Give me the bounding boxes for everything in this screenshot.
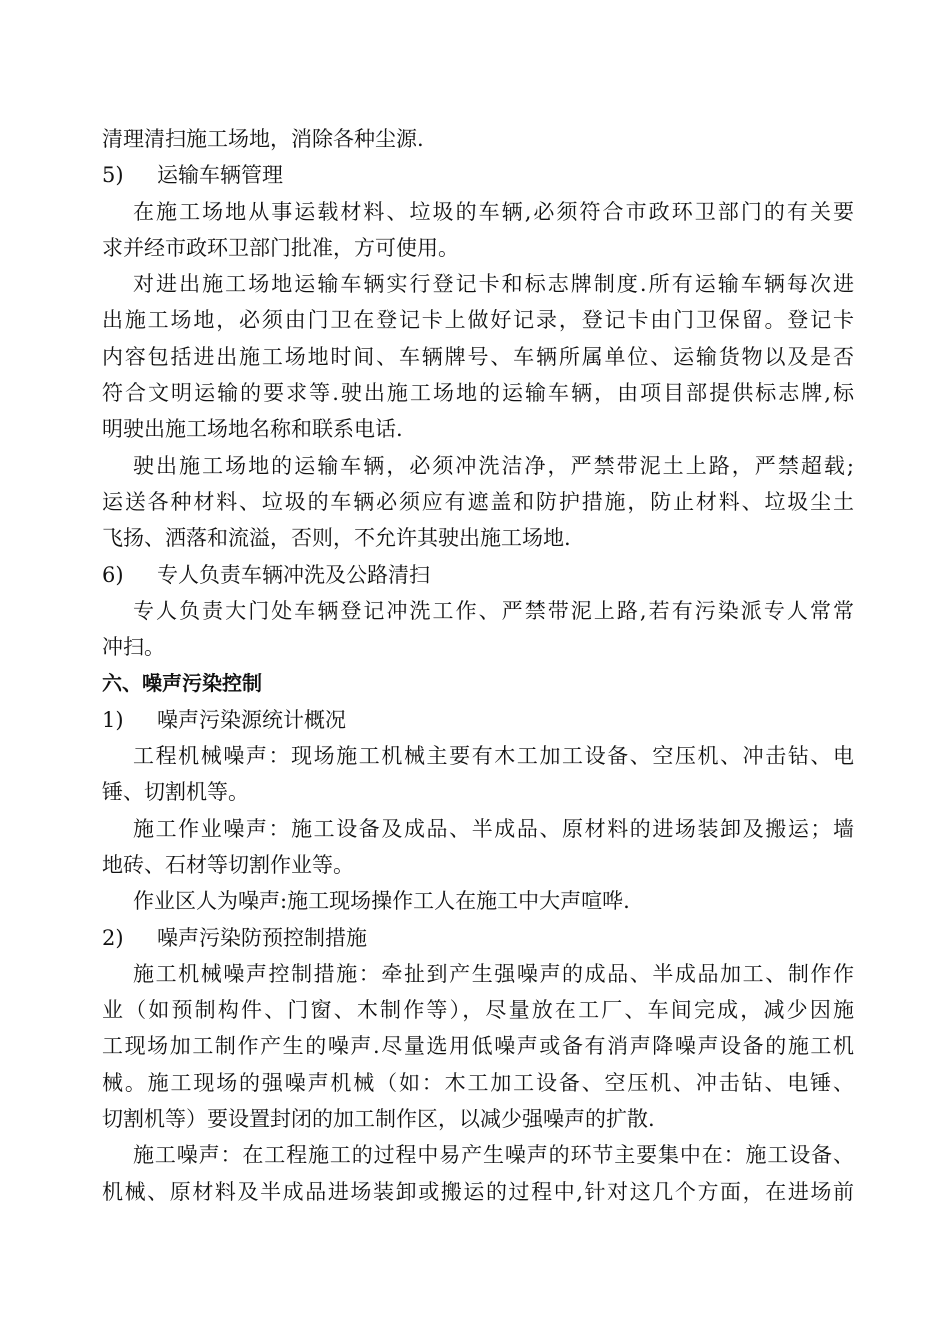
text-line: 对进出施工场地运输车辆实行登记卡和标志牌制度.所有运输车辆每次进 <box>133 272 854 297</box>
text-line: 施工噪声：在工程施工的过程中易产生噪声的环节主要集中在：施工设备、 <box>133 1143 854 1168</box>
list-item-noise-prevention <box>102 920 854 956</box>
list-number: 5) <box>102 163 124 188</box>
text-line: 机械、原材料及半成品进场装卸或搬运的过程中,针对这几个方面，在进场前 <box>102 1179 854 1204</box>
text-line: 施工机械噪声控制措施：牵扯到产生强噪声的成品、半成品加工、制作作 <box>133 961 854 986</box>
text-line: 工程机械噪声：现场施工机械主要有木工加工设备、空压机、冲击钻、电 <box>133 744 854 769</box>
text-line: 内容包括进出施工场地时间、车辆牌号、车辆所属单位、运输货物以及是否 <box>102 344 854 369</box>
paragraph-registration-card <box>102 266 854 447</box>
list-item-title: 噪声污染源统计概况 <box>157 707 346 732</box>
paragraph-operation-noise <box>102 811 854 884</box>
list-item-dedicated-washing <box>102 557 854 593</box>
text-line: 锤、切割机等。 <box>102 780 249 805</box>
text-line: 驶出施工场地的运输车辆，必须冲洗洁净，严禁带泥土上路，严禁超载; <box>133 453 854 478</box>
list-item-title: 噪声污染防预控制措施 <box>157 925 367 950</box>
text-line: 运送各种材料、垃圾的车辆必须应有遮盖和防护措施，防止材料、垃圾尘土 <box>102 489 854 514</box>
list-number: 2) <box>102 925 124 950</box>
section-heading-noise-control: 六、噪声污染控制 <box>102 671 262 696</box>
paragraph-machinery-control <box>102 956 854 1137</box>
paragraph-construction-noise <box>102 1137 854 1210</box>
text-line: 施工作业噪声：施工设备及成品、半成品、原材料的进场装卸及搬运；墙 <box>133 816 854 841</box>
text-line: 飞扬、洒落和流溢，否则，不允许其驶出施工场地. <box>102 526 571 551</box>
list-item-title: 专人负责车辆冲洗及公路清扫 <box>157 562 430 587</box>
text-line: 作业区人为噪声:施工现场操作工人在施工中大声喧哗. <box>133 889 630 914</box>
list-item-transport-vehicles <box>102 157 854 193</box>
text-line: 械。施工现场的强噪声机械（如：木工加工设备、空压机、冲击钻、电锤、 <box>102 1070 854 1095</box>
text-line: 清理清扫施工场地，消除各种尘源. <box>102 127 424 151</box>
list-number: 1) <box>102 707 124 732</box>
paragraph-human-noise <box>102 883 854 919</box>
text-line: 出施工场地，必须由门卫在登记卡上做好记录，登记卡由门卫保留。登记卡 <box>102 308 854 333</box>
list-number: 6) <box>102 562 124 587</box>
text-line: 专人负责大门处车辆登记冲洗工作、严禁带泥上路,若有污染派专人常常 <box>133 598 854 623</box>
list-item-title: 运输车辆管理 <box>157 163 283 188</box>
text-line: 地砖、石材等切割作业等。 <box>102 852 354 877</box>
text-line: 符合文明运输的要求等.驶出施工场地的运输车辆，由项目部提供标志牌,标 <box>102 381 854 406</box>
text-line: 明驶出施工场地名称和联系电话. <box>102 417 403 442</box>
paragraph-vehicle-washing <box>102 448 854 557</box>
paragraph-gate-washing <box>102 593 854 666</box>
paragraph-dust-cleanup <box>102 121 854 157</box>
paragraph-machinery-noise <box>102 738 854 811</box>
text-line: 业（如预制构件、门窗、木制作等），尽量放在工厂、车间完成，减少因施 <box>102 998 854 1023</box>
text-line: 求并经市政环卫部门批准，方可使用。 <box>102 235 459 260</box>
list-item-noise-sources <box>102 702 854 738</box>
text-line: 切割机等）要设置封闭的加工制作区，以减少强噪声的扩散. <box>102 1107 655 1132</box>
paragraph-vehicle-approval <box>102 194 854 267</box>
text-line: 在施工场地从事运载材料、垃圾的车辆,必须符合市政环卫部门的有关要 <box>133 199 854 224</box>
document-body <box>102 121 854 1210</box>
text-line: 工现场加工制作产生的噪声.尽量选用低噪声或备有消声降噪声设备的施工机 <box>102 1034 854 1059</box>
text-line: 冲扫。 <box>102 635 165 660</box>
